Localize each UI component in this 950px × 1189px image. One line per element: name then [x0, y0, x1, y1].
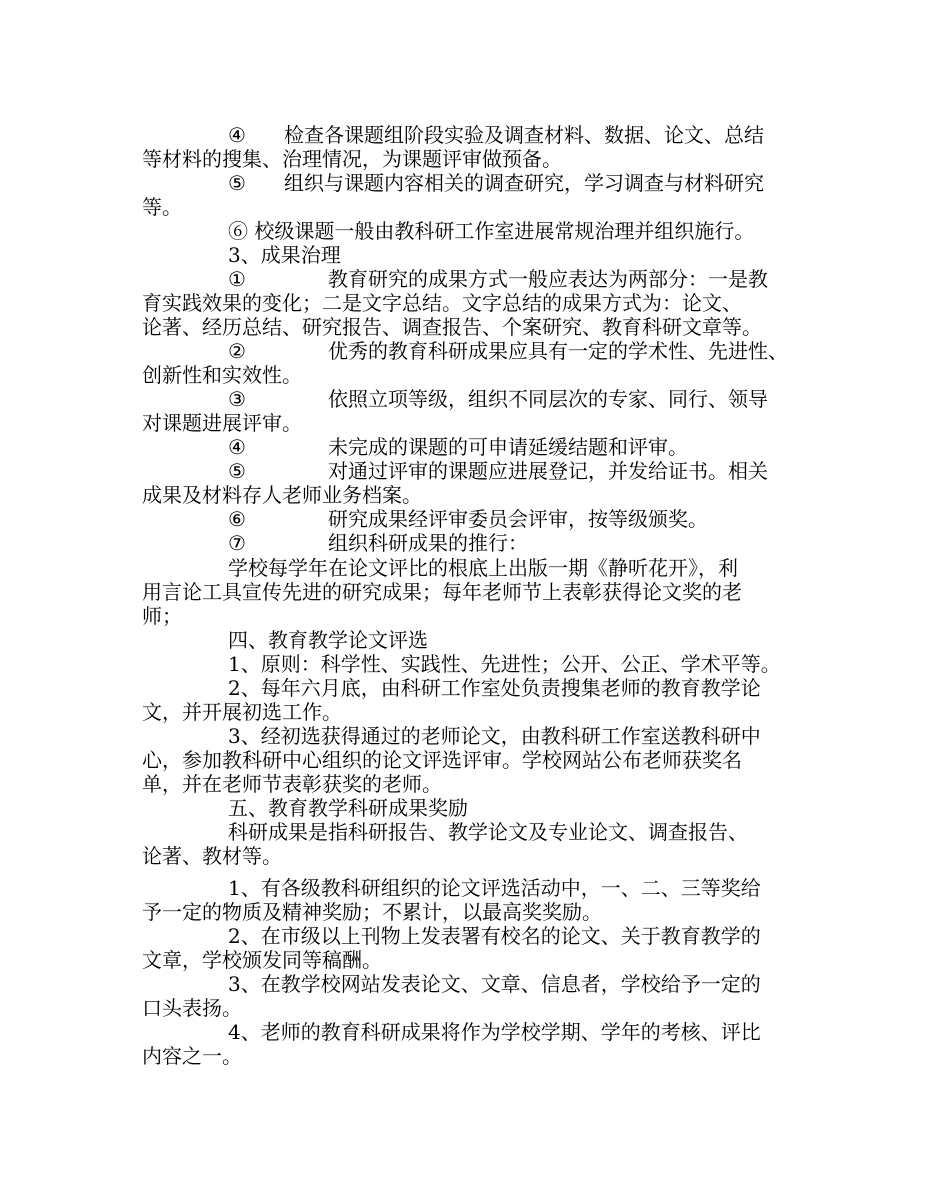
item-text: 组织科研成果的推行：	[328, 531, 528, 555]
section-heading: 五、教育教学科研成果奖励	[228, 796, 468, 820]
item-text: 检查各课题组阶段实验及调查材料、数据、论文、总结	[284, 123, 764, 147]
item-marker: ⑤	[228, 459, 246, 483]
list-item	[0, 460, 768, 483]
item-text-cont: 对课题进展评审。	[142, 411, 302, 435]
list-item	[0, 172, 764, 195]
list-item	[0, 508, 708, 531]
item-marker: ⑦	[228, 531, 246, 555]
paragraph-line: 1、有各级教科研组织的论文评选活动中，一、二、三等奖给	[228, 876, 761, 900]
item-text-cont: 论著、经历总结、研究报告、调查报告、个案研究、教育科研文章等。	[142, 315, 762, 339]
list-item: ⑥ 校级课题一般由教科研工作室进展常规治理并组织施行。	[228, 219, 755, 243]
paragraph-line: 4、老师的教育科研成果将作为学校学期、学年的考核、评比	[228, 1020, 761, 1044]
list-item	[0, 532, 528, 555]
item-text: 依照立项等级，组织不同层次的专家、同行、领导	[328, 387, 768, 411]
paragraph-line: 2、每年六月底，由科研工作室处负责搜集老师的教育教学论	[228, 676, 761, 700]
item-marker: ②	[228, 339, 246, 363]
item-marker: ⑤	[228, 171, 246, 195]
item-text-cont: 等。	[142, 195, 182, 219]
paragraph-line: 1、原则：科学性、实践性、先进性；公开、公正、学术平等。	[228, 652, 781, 676]
item-text: 组织与课题内容相关的调查研究，学习调查与材料研究	[284, 171, 764, 195]
item-text: 对通过评审的课题应进展登记，并发给证书。相关	[328, 459, 768, 483]
item-marker: ⑥	[228, 507, 246, 531]
paragraph-line: 3、在教学校网站发表论文、文章、信息者，学校给予一定的	[228, 972, 761, 996]
paragraph-line: 科研成果是指科研报告、教学论文及专业论文、调查报告、	[228, 820, 748, 844]
list-item	[0, 388, 768, 411]
item-marker: ④	[228, 123, 246, 147]
paragraph-line: 用言论工具宣传先进的研究成果；每年老师节上表彰获得论文奖的老	[142, 580, 742, 604]
paragraph-line: 文，并开展初选工作。	[142, 700, 342, 724]
list-item	[0, 124, 764, 147]
paragraph-line: 2、在市级以上刊物上发表署有校名的论文、关于教育教学的	[228, 924, 761, 948]
section-heading: 3、成果治理	[228, 243, 341, 267]
item-marker: ③	[228, 387, 246, 411]
paragraph-line: 论著、教材等。	[142, 844, 282, 868]
item-text-cont: 创新性和实效性。	[142, 363, 302, 387]
paragraph-line: 心，参加教科研中心组织的论文评选评审。学校网站公布老师获奖名	[142, 748, 742, 772]
item-marker: ④	[228, 435, 246, 459]
list-item	[0, 436, 688, 459]
list-item	[0, 340, 788, 363]
item-text: 研究成果经评审委员会评审，按等级颁奖。	[328, 507, 708, 531]
paragraph-line: 予一定的物质及精神奖励；不累计，以最高奖奖励。	[142, 900, 602, 924]
paragraph-line: 师；	[142, 604, 182, 628]
item-text-cont: 育实践效果的变化；二是文字总结。文字总结的成果方式为：论文、	[142, 291, 742, 315]
list-item	[0, 268, 768, 291]
paragraph-line: 学校每学年在论文评比的根底上出版一期《静听花开》，利	[228, 556, 738, 580]
item-text-cont: 成果及材料存人老师业务档案。	[142, 483, 422, 507]
item-text: 教育研究的成果方式一般应表达为两部分：一是教	[328, 267, 768, 291]
paragraph-line: 内容之一。	[142, 1044, 242, 1068]
paragraph-line: 3、经初选获得通过的老师论文，由教科研工作室送教科研中	[228, 724, 761, 748]
paragraph-line: 单，并在老师节表彰获奖的老师。	[142, 772, 442, 796]
item-text: 优秀的教育科研成果应具有一定的学术性、先进性、	[328, 339, 788, 363]
paragraph-line: 文章，学校颁发同等稿酬。	[142, 948, 382, 972]
item-text: 未完成的课题的可申请延缓结题和评审。	[328, 435, 688, 459]
item-text-cont: 等材料的搜集、治理情况，为课题评审做预备。	[142, 147, 562, 171]
paragraph-line: 口头表扬。	[142, 996, 242, 1020]
section-heading: 四、教育教学论文评选	[228, 628, 428, 652]
item-marker: ①	[228, 267, 246, 291]
